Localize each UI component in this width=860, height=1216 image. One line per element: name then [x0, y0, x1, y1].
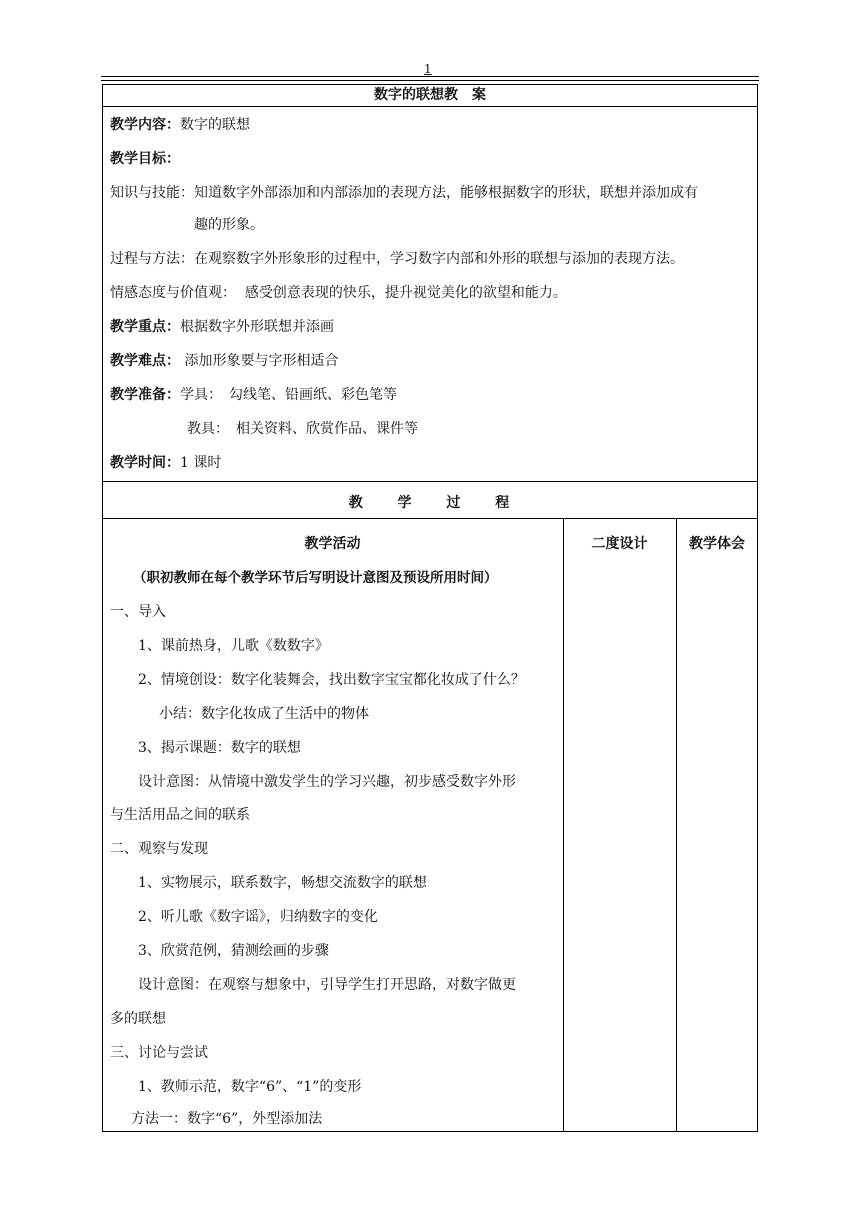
activity-line: 三、讨论与尝试: [110, 1045, 208, 1061]
objectives-label: 教学目标：: [110, 151, 180, 167]
time-label: 教学时间：: [110, 455, 180, 471]
column-divider-1: [563, 518, 564, 1132]
info-divider: [102, 481, 758, 482]
time-value: 1 课时: [180, 455, 222, 471]
preparation-label: 教学准备：: [110, 387, 180, 403]
emotion-label: 情感态度与价值观：: [110, 285, 236, 301]
activity-note: （职初教师在每个教学环节后写明设计意图及预设所用时间）: [133, 570, 498, 586]
key-point-label: 教学重点：: [110, 319, 180, 335]
activity-line: 二、观察与发现: [110, 841, 208, 857]
key-point-row: [110, 318, 334, 336]
key-point-value: 根据数字外形联想并添画: [180, 319, 334, 335]
page-number: 1: [424, 62, 432, 76]
activity-line: 小结：数字化妆成了生活中的物体: [159, 706, 369, 722]
difficulty-row: [110, 352, 338, 370]
activity-line: 3、欣赏范例，猜测绘画的步骤: [138, 943, 329, 959]
preparation-teacher: 教具： 相关资料、欣赏作品、课件等: [187, 421, 418, 437]
activity-line: 设计意图：在观察与想象中，引导学生打开思路，对数字做更: [138, 977, 516, 993]
page-title: 数字的联想教 案: [374, 87, 486, 103]
activity-line: 2、听儿歌《数字谣》，归纳数字的变化: [138, 909, 378, 925]
content-label: 教学内容：: [110, 117, 180, 133]
process-method-label: 过程与方法：: [110, 251, 194, 267]
title-divider: [102, 106, 758, 107]
difficulty-label: 教学难点：: [110, 353, 180, 369]
knowledge-text-cont: 趣的形象。: [194, 217, 264, 233]
emotion-value: 感受创意表现的快乐，提升视觉美化的欲望和能力。: [244, 285, 567, 301]
preparation-row: [110, 386, 397, 404]
lesson-plan-table: [102, 84, 758, 1132]
activity-line: 1、教师示范，数字“6”、“1”的变形: [138, 1079, 362, 1095]
content-row: [110, 116, 250, 134]
process-method-value: 在观察数字外形象形的过程中，学习数字内部和外形的联想与添加的表现方法。: [194, 251, 684, 267]
header-rule: [101, 76, 759, 77]
column-header-activity: 教学活动: [304, 536, 361, 552]
activity-line: 3、揭示课题：数字的联想: [138, 740, 301, 756]
activity-line: 与生活用品之间的联系: [110, 807, 250, 823]
preparation-student: 学具： 勾线笔、铅画纸、彩色笔等: [180, 387, 397, 403]
emotion-row: [110, 284, 567, 302]
content-value: 数字的联想: [180, 117, 250, 133]
process-title: 教 学 过 程: [348, 495, 512, 511]
activity-line: 1、实物展示，联系数字，畅想交流数字的联想: [138, 875, 427, 891]
activity-line: 1、课前热身，儿歌《数数字》: [138, 638, 329, 654]
activity-line: 方法一：数字“6”，外型添加法: [131, 1111, 323, 1127]
header-rule-double: [101, 80, 759, 81]
column-divider-2: [676, 518, 677, 1132]
process-method-row: [110, 250, 684, 268]
knowledge-text: 知道数字外部添加和内部添加的表现方法，能够根据数字的形状，联想并添加成有: [194, 185, 698, 201]
activity-line: 多的联想: [110, 1011, 166, 1027]
activity-line: 2、情境创设：数字化装舞会，找出数字宝宝都化妆成了什么？: [138, 672, 525, 688]
process-header-divider: [102, 518, 758, 519]
knowledge-label: 知识与技能：: [110, 185, 194, 201]
column-header-redesign: 二度设计: [591, 536, 648, 552]
activity-line: 一、导入: [110, 604, 166, 620]
knowledge-row: [110, 184, 698, 202]
difficulty-value: 添加形象要与字形相适合: [184, 353, 339, 369]
activity-line: 设计意图：从情境中激发学生的学习兴趣，初步感受数字外形: [138, 774, 516, 790]
column-header-reflection: 教学体会: [689, 536, 745, 552]
time-row: [110, 454, 221, 472]
